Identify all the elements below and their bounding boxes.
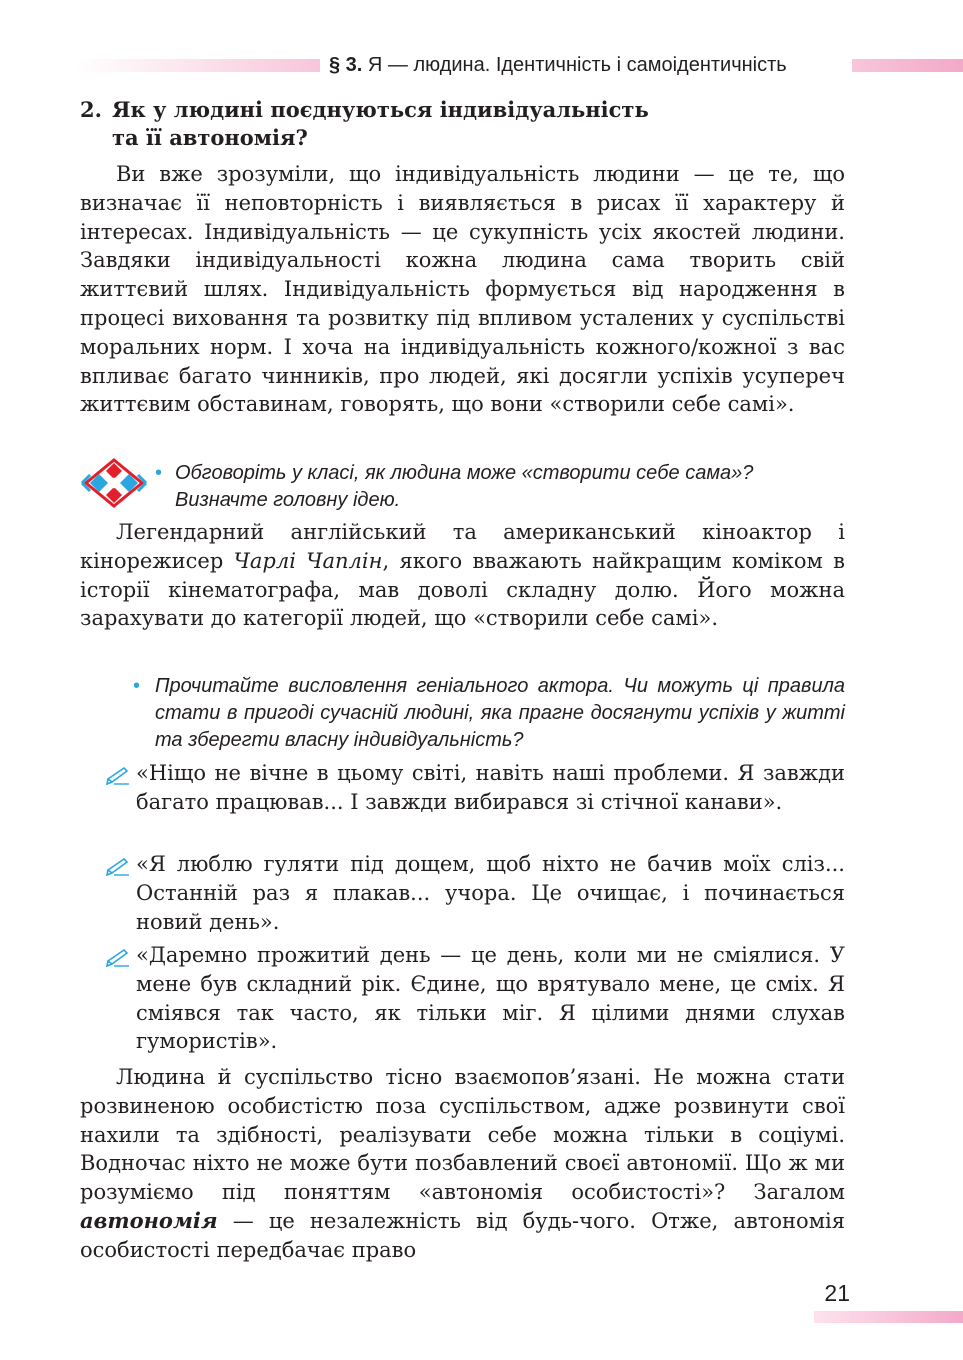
task-read [133, 673, 845, 754]
chaplin-name: Чарлі Чаплін [233, 548, 383, 573]
diamond-ornament-icon [80, 458, 148, 508]
paragraph-chaplin-start: Легендарний англійський та американський кіноактор і кінорежисер [80, 520, 845, 573]
pen-icon [106, 856, 130, 876]
footer-decor-bar [814, 1311, 963, 1323]
heading-number: 2. [80, 97, 102, 122]
paragraph-chaplin [80, 518, 845, 633]
paragraph-autonomy [80, 1063, 845, 1265]
header-decor-bar-right [852, 59, 963, 72]
pen-icon [106, 947, 130, 967]
paragraph-autonomy-start: Людина й суспільство тісно взаємопов’язані. Не можна стати розвиненою особистістю поза суспільством, адже розвинути свої нахили та здібності, реалізувати себе можна тільки в соціумі. Водночас ніхто не може бути позбавлений своєї автономії. Що ж ми розуміємо під поняттям «автономія особистості»? Загалом [80, 1065, 845, 1205]
quote-text: «Я люблю гуляти під дощем, щоб ніхто не бачив моїх сліз... Останній раз я плакав... учора. Це очищає, і починається новий день». [136, 852, 845, 934]
quote-text: «Даремно прожитий день — це день, коли ми не сміялися. У мене був складний рік. Єдине, що врятувало мене, це сміх. Я сміявся так часто, як тільки міг. Я цілими днями слухав гумористів». [136, 943, 845, 1054]
task-read-text: Прочитайте висловлення геніального актора. Чи можуть ці правила стати в пригоді сучасній людині, яка прагне досягнути успіхів у житті та зберегти власну індивідуальність? [155, 675, 845, 751]
paragraph-autonomy-end: — це незалежність від будь-чого. Отже, автономія особистості передбачає право [80, 1208, 845, 1262]
paragraph-chaplin-end: , якого вважають найкращим коміком в історії кінематографа, мав доволі складну долю. Його можна зарахувати до категорії людей, що «створили себе самі». [80, 548, 845, 631]
task-bullet: • [155, 462, 163, 484]
quote-item [80, 941, 845, 1056]
term-autonomy: автономія [80, 1207, 218, 1233]
page-number: 21 [824, 1280, 850, 1306]
task-discuss-text: Обговоріть у класі, як людина може «створити себе сама»? Визначте головну ідею. [175, 462, 754, 511]
subsection-heading [80, 96, 860, 152]
quote-item [80, 850, 845, 936]
quote-text: «Ніщо не вічне в цьому світі, навіть наші проблеми. Я завжди багато працював... І завжди вибирався зі стічної канави». [136, 761, 845, 814]
task-bullet: • [133, 675, 141, 697]
pen-icon [106, 765, 130, 785]
header-decor-bar-left [75, 59, 320, 72]
task-discuss [155, 460, 845, 514]
section-label: § 3. [329, 54, 363, 76]
heading-line-2: та її автономія? [112, 125, 308, 150]
paragraph-individuality: Ви вже зрозуміли, що індивідуальність людини — це те, що визначає її неповторність і виявляється в рисах її характеру й інтересах. Індивідуальність — це сукупність усіх якостей людини. Завдяки індивідуальності кожна людина сама творить свій життєвий шлях. Індивідуальність формується від народження в процесі виховання та розвитку під впливом усталених у суспільстві моральних норм. І хоча на індивідуальність кожного/кожної з вас впливає багато чинників, про людей, які досягли успіхів усупереч життєвим обставинам, говорять, що вони «створили себе самі». [80, 162, 845, 417]
quote-item [80, 759, 845, 817]
running-header [329, 52, 849, 78]
heading-line-1: Як у людині поєднуються індивідуальність [112, 97, 649, 122]
section-title: Я — людина. Ідентичність і самоідентичність [367, 54, 787, 76]
